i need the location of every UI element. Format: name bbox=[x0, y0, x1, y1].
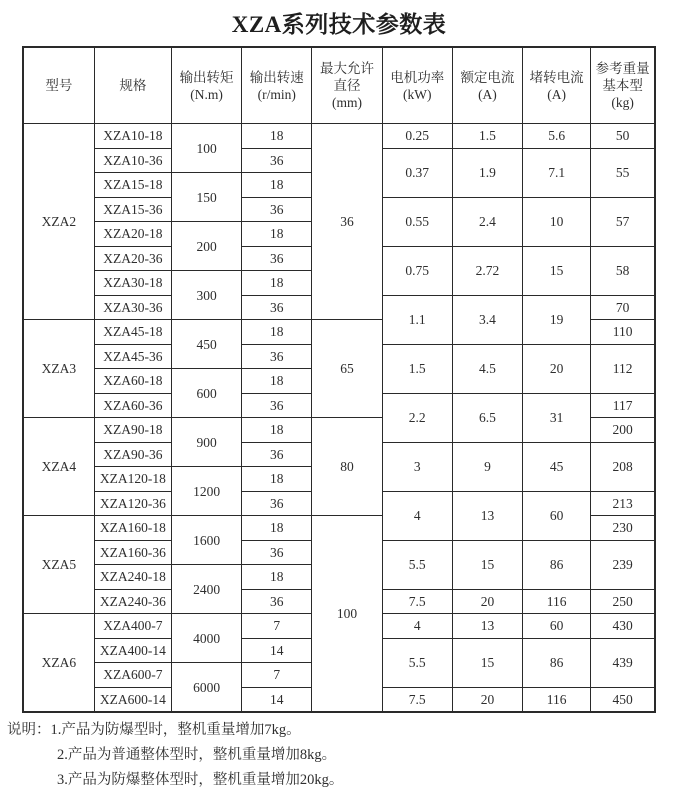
cell-spec: XZA160-18 bbox=[94, 516, 171, 541]
cell-spec: XZA30-18 bbox=[94, 271, 171, 296]
header-model: 型号 bbox=[23, 47, 94, 124]
cell-speed: 36 bbox=[242, 442, 312, 467]
cell-torque: 300 bbox=[171, 271, 241, 320]
cell-motor-power: 0.75 bbox=[382, 246, 452, 295]
cell-speed: 18 bbox=[242, 222, 312, 247]
cell-weight: 208 bbox=[591, 442, 655, 491]
cell-speed: 36 bbox=[242, 295, 312, 320]
cell-spec: XZA30-36 bbox=[94, 295, 171, 320]
spec-table bbox=[22, 46, 656, 713]
cell-model: XZA2 bbox=[23, 124, 94, 320]
cell-rated-current: 20 bbox=[452, 687, 522, 712]
spec-table-header-row bbox=[23, 47, 655, 124]
cell-speed: 36 bbox=[242, 148, 312, 173]
cell-spec: XZA90-36 bbox=[94, 442, 171, 467]
notes-label: 说明： bbox=[7, 722, 51, 738]
cell-spec: XZA20-18 bbox=[94, 222, 171, 247]
cell-speed: 18 bbox=[242, 369, 312, 394]
cell-spec: XZA45-36 bbox=[94, 344, 171, 369]
cell-torque: 450 bbox=[171, 320, 241, 369]
cell-locked-current: 86 bbox=[523, 540, 591, 589]
note-line-1 bbox=[7, 718, 674, 743]
cell-spec: XZA240-36 bbox=[94, 589, 171, 614]
cell-rated-current: 1.9 bbox=[452, 148, 522, 197]
cell-speed: 18 bbox=[242, 320, 312, 345]
cell-weight: 58 bbox=[591, 246, 655, 295]
cell-spec: XZA15-36 bbox=[94, 197, 171, 222]
cell-motor-power: 4 bbox=[382, 614, 452, 639]
cell-weight: 50 bbox=[591, 124, 655, 149]
cell-motor-power: 4 bbox=[382, 491, 452, 540]
cell-max-diameter: 100 bbox=[312, 516, 382, 713]
cell-motor-power: 1.1 bbox=[382, 295, 452, 344]
cell-motor-power: 5.5 bbox=[382, 638, 452, 687]
cell-locked-current: 60 bbox=[523, 614, 591, 639]
note-item-1: 1.产品为防爆型时，整机重量增加7kg。 bbox=[50, 722, 301, 738]
cell-speed: 36 bbox=[242, 344, 312, 369]
cell-model: XZA3 bbox=[23, 320, 94, 418]
cell-torque: 100 bbox=[171, 124, 241, 173]
cell-rated-current: 4.5 bbox=[452, 344, 522, 393]
cell-weight: 450 bbox=[591, 687, 655, 712]
cell-locked-current: 15 bbox=[523, 246, 591, 295]
cell-spec: XZA90-18 bbox=[94, 418, 171, 443]
cell-speed: 18 bbox=[242, 467, 312, 492]
cell-torque: 6000 bbox=[171, 663, 241, 713]
header-rated-current: 额定电流 (A) bbox=[452, 47, 522, 124]
cell-weight: 70 bbox=[591, 295, 655, 320]
header-torque: 输出转矩 (N.m) bbox=[171, 47, 241, 124]
notes bbox=[7, 718, 674, 793]
cell-rated-current: 13 bbox=[452, 614, 522, 639]
header-max-diameter: 最大允许 直径 (mm) bbox=[312, 47, 382, 124]
header-speed: 输出转速 (r/min) bbox=[242, 47, 312, 124]
cell-torque: 1200 bbox=[171, 467, 241, 516]
cell-torque: 600 bbox=[171, 369, 241, 418]
cell-spec: XZA60-18 bbox=[94, 369, 171, 394]
cell-speed: 18 bbox=[242, 271, 312, 296]
cell-weight: 230 bbox=[591, 516, 655, 541]
cell-spec: XZA160-36 bbox=[94, 540, 171, 565]
cell-speed: 36 bbox=[242, 491, 312, 516]
cell-weight: 213 bbox=[591, 491, 655, 516]
cell-speed: 7 bbox=[242, 663, 312, 688]
cell-model: XZA6 bbox=[23, 614, 94, 713]
header-weight: 参考重量 基本型 (kg) bbox=[591, 47, 655, 124]
cell-max-diameter: 80 bbox=[312, 418, 382, 516]
cell-motor-power: 1.5 bbox=[382, 344, 452, 393]
cell-speed: 36 bbox=[242, 393, 312, 418]
cell-model: XZA5 bbox=[23, 516, 94, 614]
cell-rated-current: 15 bbox=[452, 540, 522, 589]
cell-rated-current: 9 bbox=[452, 442, 522, 491]
cell-torque: 2400 bbox=[171, 565, 241, 614]
cell-torque: 150 bbox=[171, 173, 241, 222]
cell-spec: XZA120-18 bbox=[94, 467, 171, 492]
cell-locked-current: 7.1 bbox=[523, 148, 591, 197]
cell-weight: 110 bbox=[591, 320, 655, 345]
cell-weight: 57 bbox=[591, 197, 655, 246]
cell-max-diameter: 36 bbox=[312, 124, 382, 320]
cell-motor-power: 5.5 bbox=[382, 540, 452, 589]
page-title: XZA系列技术参数表 bbox=[231, 12, 447, 37]
cell-max-diameter: 65 bbox=[312, 320, 382, 418]
header-spec: 规格 bbox=[94, 47, 171, 124]
cell-rated-current: 20 bbox=[452, 589, 522, 614]
cell-locked-current: 20 bbox=[523, 344, 591, 393]
cell-speed: 18 bbox=[242, 173, 312, 198]
cell-spec: XZA15-18 bbox=[94, 173, 171, 198]
cell-rated-current: 6.5 bbox=[452, 393, 522, 442]
cell-locked-current: 60 bbox=[523, 491, 591, 540]
cell-locked-current: 10 bbox=[523, 197, 591, 246]
cell-spec: XZA400-14 bbox=[94, 638, 171, 663]
cell-model: XZA4 bbox=[23, 418, 94, 516]
cell-motor-power: 0.25 bbox=[382, 124, 452, 149]
cell-speed: 18 bbox=[242, 565, 312, 590]
cell-torque: 200 bbox=[171, 222, 241, 271]
cell-spec: XZA60-36 bbox=[94, 393, 171, 418]
cell-locked-current: 86 bbox=[523, 638, 591, 687]
cell-locked-current: 19 bbox=[523, 295, 591, 344]
cell-speed: 18 bbox=[242, 516, 312, 541]
cell-locked-current: 116 bbox=[523, 687, 591, 712]
cell-speed: 7 bbox=[242, 614, 312, 639]
cell-weight: 239 bbox=[591, 540, 655, 589]
note-item-2: 2.产品为普通整体型时，整机重量增加8kg。 bbox=[57, 747, 337, 763]
cell-spec: XZA240-18 bbox=[94, 565, 171, 590]
cell-weight: 200 bbox=[591, 418, 655, 443]
note-item-3: 3.产品为防爆整体型时，整机重量增加20kg。 bbox=[57, 772, 344, 788]
cell-rated-current: 15 bbox=[452, 638, 522, 687]
cell-rated-current: 1.5 bbox=[452, 124, 522, 149]
cell-speed: 36 bbox=[242, 589, 312, 614]
cell-motor-power: 0.37 bbox=[382, 148, 452, 197]
cell-motor-power: 7.5 bbox=[382, 589, 452, 614]
cell-weight: 112 bbox=[591, 344, 655, 393]
cell-weight: 55 bbox=[591, 148, 655, 197]
cell-spec: XZA10-18 bbox=[94, 124, 171, 149]
cell-spec: XZA600-14 bbox=[94, 687, 171, 712]
cell-spec: XZA10-36 bbox=[94, 148, 171, 173]
cell-locked-current: 31 bbox=[523, 393, 591, 442]
cell-spec: XZA45-18 bbox=[94, 320, 171, 345]
cell-motor-power: 7.5 bbox=[382, 687, 452, 712]
spec-table-body bbox=[23, 124, 655, 713]
cell-locked-current: 5.6 bbox=[523, 124, 591, 149]
cell-spec: XZA600-7 bbox=[94, 663, 171, 688]
cell-rated-current: 2.72 bbox=[452, 246, 522, 295]
header-locked-current: 堵转电流 (A) bbox=[523, 47, 591, 124]
cell-speed: 18 bbox=[242, 418, 312, 443]
cell-spec: XZA400-7 bbox=[94, 614, 171, 639]
cell-motor-power: 2.2 bbox=[382, 393, 452, 442]
cell-weight: 117 bbox=[591, 393, 655, 418]
cell-locked-current: 45 bbox=[523, 442, 591, 491]
cell-speed: 14 bbox=[242, 638, 312, 663]
cell-weight: 250 bbox=[591, 589, 655, 614]
cell-rated-current: 3.4 bbox=[452, 295, 522, 344]
table-row bbox=[23, 124, 655, 149]
cell-speed: 36 bbox=[242, 540, 312, 565]
cell-spec: XZA20-36 bbox=[94, 246, 171, 271]
cell-spec: XZA120-36 bbox=[94, 491, 171, 516]
cell-torque: 1600 bbox=[171, 516, 241, 565]
cell-locked-current: 116 bbox=[523, 589, 591, 614]
cell-speed: 14 bbox=[242, 687, 312, 712]
cell-rated-current: 13 bbox=[452, 491, 522, 540]
header-motor-power: 电机功率 (kW) bbox=[382, 47, 452, 124]
cell-torque: 4000 bbox=[171, 614, 241, 663]
cell-weight: 439 bbox=[591, 638, 655, 687]
cell-speed: 36 bbox=[242, 246, 312, 271]
cell-speed: 18 bbox=[242, 124, 312, 149]
cell-rated-current: 2.4 bbox=[452, 197, 522, 246]
cell-speed: 36 bbox=[242, 197, 312, 222]
cell-motor-power: 0.55 bbox=[382, 197, 452, 246]
cell-motor-power: 3 bbox=[382, 442, 452, 491]
cell-weight: 430 bbox=[591, 614, 655, 639]
cell-torque: 900 bbox=[171, 418, 241, 467]
